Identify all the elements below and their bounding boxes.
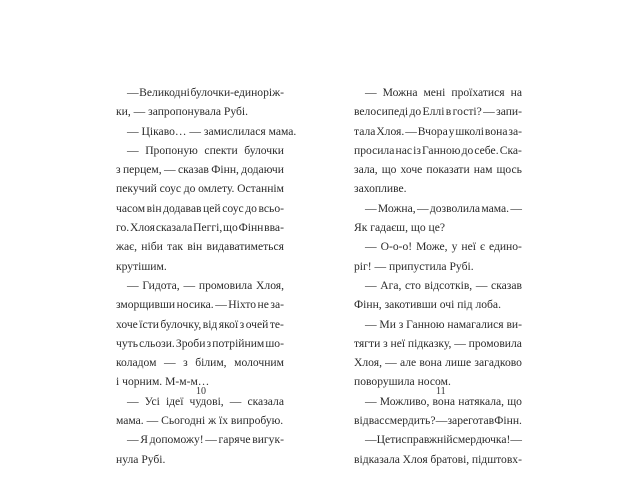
- text-line: поворушила носом.: [354, 375, 451, 389]
- text-line: з перцем, — сказав Фінн, додаючи: [116, 163, 284, 177]
- text-line: і чорним. М-м-м…: [116, 375, 210, 389]
- text-line: чуть сльози. Зроби з потрійним шо-: [116, 336, 284, 350]
- left-page-text: [116, 83, 297, 469]
- text-line: Фінн, закотивши очі під лоба.: [354, 298, 501, 312]
- text-line: го. Хлоя сказала Пеггі, що Фінн вва-: [116, 221, 284, 235]
- text-line: — Усі ідеї чудові, — сказала: [127, 394, 284, 408]
- text-line: коладом — з білим, молочним: [116, 356, 284, 370]
- text-line: ріг! — припустила Рубі.: [354, 259, 474, 273]
- text-line: ки, — запропонувала Рубі.: [116, 105, 249, 119]
- text-line: часом він додавав цей соус до всьо-: [116, 201, 284, 215]
- text-line: — Ми з Ганною намагалися ви-: [365, 317, 522, 331]
- text-line: зморщивши носика. — Ніхто не за-: [116, 298, 284, 312]
- text-line: — Можна мені проїхатися на: [365, 86, 522, 99]
- text-line: — Великодні булочки-единоріж-: [127, 86, 284, 99]
- text-line: від вас смердить? — зареготав Фінн.: [354, 414, 522, 428]
- text-line: хоче їсти булочку, від якої з очей те-: [116, 317, 284, 331]
- text-line: пекучий соус до омлету. Останнім: [116, 182, 284, 196]
- text-line: відказала Хлоя братові, підштовх-: [354, 452, 522, 466]
- text-line: — Гидота, — промовила Хлоя,: [127, 278, 284, 292]
- right-page-text: [354, 83, 522, 469]
- text-line: мама. — Сьогодні ж їх випробую.: [116, 414, 284, 428]
- text-line: зала, що хоче показати нам щось: [354, 163, 522, 177]
- text-line: Як гадаєш, що це?: [354, 221, 446, 235]
- page-number-left: 10: [196, 386, 206, 397]
- text-line: — О-о-о! Може, у неї є едино-: [365, 240, 522, 254]
- text-line: — Ага, сто відсотків, — сказав: [365, 278, 522, 292]
- text-line: жає, ніби так він видаватиметься: [116, 240, 284, 254]
- text-line: — Цікаво… — замислилася мама.: [127, 124, 297, 138]
- page-number-right: 11: [436, 386, 446, 397]
- text-line: — Можливо, вона натякала, що: [365, 394, 522, 408]
- text-line: — Пропоную спекти булочки: [127, 143, 284, 157]
- text-line: нула Рубі.: [116, 452, 166, 466]
- text-line: — Я допоможу! — гаряче вигук-: [127, 433, 284, 447]
- text-line: тягти з неї підказку, — промовила: [354, 336, 522, 350]
- text-line: — Можна, — дозволила мама. —: [365, 201, 522, 215]
- text-line: крутішим.: [116, 259, 167, 273]
- text-line: велосипеді до Еллі в гості? — запи-: [354, 105, 522, 119]
- text-line: тала Хлоя. — Вчора у школі вона за-: [354, 124, 522, 138]
- text-line: просила нас із Ганною до себе. Ска-: [354, 143, 522, 157]
- text-line: захопливе.: [354, 182, 407, 196]
- text-line: Хлоя, — але вона лише загадково: [354, 356, 522, 370]
- text-line: — Це ти справжній смердючка! —: [365, 433, 522, 447]
